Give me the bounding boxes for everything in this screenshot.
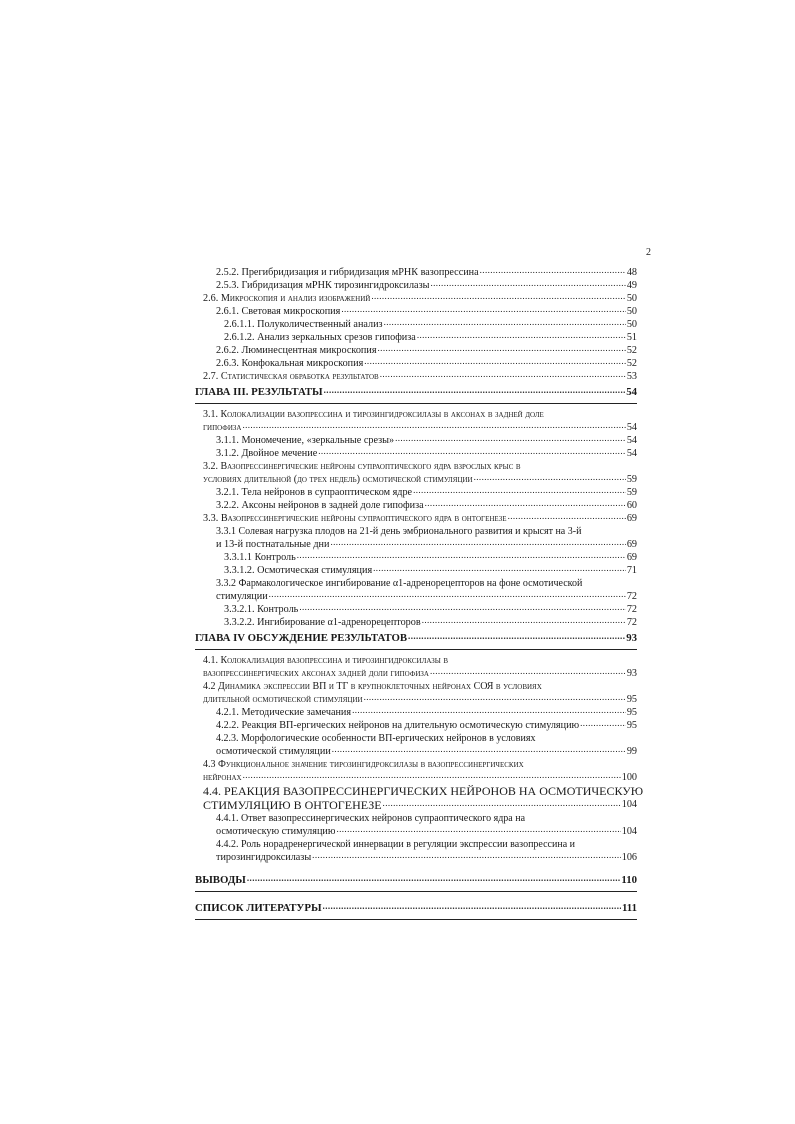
dot-leader: [323, 903, 621, 913]
dot-leader: [480, 267, 626, 277]
dot-leader: [508, 513, 626, 523]
toc-entry: 2.6. Микроскопия и анализ изображений ..... 50: [195, 292, 637, 305]
toc-entry: 3.3.1 Солевая нагрузка плодов на 21-й день эмбрионального развития и крысят на 3-й и 13-й постнатальные дни ..... 69: [195, 525, 637, 551]
dot-leader: [299, 604, 626, 614]
toc-entry: 4.2.1. Методические замечания ..... 95: [195, 706, 637, 719]
dot-leader: [352, 707, 626, 717]
toc-entry: ГЛАВА III. РЕЗУЛЬТАТЫ ..... 54: [195, 386, 637, 399]
toc-entry: 2.7. Статистическая обработка результатов ..... 53: [195, 370, 637, 383]
dot-leader: [247, 875, 620, 885]
dot-leader: [417, 332, 626, 342]
dot-leader: [425, 500, 626, 510]
toc-entry: 4.2.2. Реакция ВП-ергических нейронов на длительную осмотическую стимуляцию ..... 95: [195, 719, 637, 732]
toc-entry: 2.6.2. Люминесцентная микроскопия ..... 52: [195, 344, 637, 357]
toc-entry: 3.3.2.1. Контроль ..... 72: [195, 603, 637, 616]
dot-leader: [312, 852, 621, 862]
toc-entry: 3.2. Вазопрессинергические нейроны супраоптического ядра взрослых крыс в условиях длительной (до трех недель) осмотической стимуляции ..... 59: [195, 460, 637, 486]
toc-entry: 3.1. Колокализации вазопрессина и тирозингидроксилазы в аксонах в задней доле гипофиза ..... 54: [195, 408, 637, 434]
dot-leader: [395, 435, 626, 445]
dot-leader: [242, 422, 625, 432]
toc-entry: 3.3.1.2. Осмотическая стимуляция ..... 71: [195, 564, 637, 577]
chapter-heading: [195, 874, 637, 892]
dot-leader: [580, 720, 626, 730]
toc-entry: 2.5.3. Гибридизация мРНК тирозингидроксилазы ..... 49: [195, 279, 637, 292]
toc-entry: 4.2 Динамика экспрессии ВП и ТГ в крупноклеточных нейронах СОЯ в условиях длительной осмотической стимуляции ..... 95: [195, 680, 637, 706]
dot-leader: [378, 345, 626, 355]
toc-entry: 4.4. РЕАКЦИЯ ВАЗОПРЕССИНЕРГИЧЕСКИХ НЕЙРОНОВ НА ОСМОТИЧЕСКУЮ СТИМУЛЯЦИЮ В ОНТОГЕНЕЗЕ ..... 104: [195, 784, 637, 812]
toc-entry: 3.3. Вазопрессинергические нейроны супраоптического ядра в онтогенезе ..... 69: [195, 512, 637, 525]
dot-leader: [332, 746, 626, 756]
dot-leader: [422, 617, 626, 627]
toc-entry: ВЫВОДЫ ..... 110: [195, 874, 637, 887]
page-number: 2: [646, 247, 651, 258]
dot-leader: [324, 387, 626, 397]
toc-entry: 4.3 Функциональное значение тирозингидроксилазы в вазопрессинергических нейронах ..... 100: [195, 758, 637, 784]
toc-entry: 3.1.1. Мономечение, «зеркальные срезы» ..... 54: [195, 434, 637, 447]
dot-leader: [430, 280, 625, 290]
dot-leader: [413, 487, 626, 497]
toc-entry: 2.6.1.2. Анализ зеркальных срезов гипофиза ..... 51: [195, 331, 637, 344]
dot-leader: [474, 474, 626, 484]
toc-entry: 3.3.2 Фармакологическое ингибирование α1-адренорецепторов на фоне осмотической стимуляции ..... 72: [195, 577, 637, 603]
toc-entry: 2.6.1. Световая микроскопия ..... 50: [195, 305, 637, 318]
toc-entry: ГЛАВА IV ОБСУЖДЕНИЕ РЕЗУЛЬТАТОВ ..... 93: [195, 632, 637, 645]
toc-entry: 2.6.3. Конфокальная микроскопия ..... 52: [195, 357, 637, 370]
toc-entry: 2.5.2. Прегибридизация и гибридизация мРНК вазопрессина ..... 48: [195, 266, 637, 279]
toc-entry: 4.2.3. Морфологические особенности ВП-ергических нейронов в условиях осмотической стимуляции ..... 99: [195, 732, 637, 758]
dot-leader: [371, 293, 626, 303]
dot-leader: [384, 319, 626, 329]
chapter-heading: [195, 902, 637, 920]
table-of-contents: [195, 266, 644, 924]
dot-leader: [297, 552, 626, 562]
toc-entry: СПИСОК ЛИТЕРАТУРЫ ..... 111: [195, 902, 637, 915]
toc-entry: 3.1.2. Двойное мечение ..... 54: [195, 447, 637, 460]
dot-leader: [373, 565, 626, 575]
toc-entry: 3.3.1.1 Контроль ..... 69: [195, 551, 637, 564]
dot-leader: [383, 800, 621, 810]
dot-leader: [408, 633, 625, 643]
chapter-heading: [195, 386, 637, 404]
toc-entry: 2.6.1.1. Полуколичественный анализ ..... 50: [195, 318, 637, 331]
toc-entry: 3.2.1. Тела нейронов в супраоптическом ядре ..... 59: [195, 486, 637, 499]
dot-leader: [380, 371, 626, 381]
dot-leader: [364, 694, 626, 704]
dot-leader: [430, 668, 626, 678]
dot-leader: [243, 772, 621, 782]
dot-leader: [318, 448, 626, 458]
toc-entry: 3.2.2. Аксоны нейронов в задней доле гипофиза ..... 60: [195, 499, 637, 512]
dot-leader: [364, 358, 626, 368]
toc-entry: 4.4.2. Роль норадренергической иннервации в регуляции экспрессии вазопрессина и тирозингидроксилазы ..... 106: [195, 838, 637, 864]
dot-leader: [330, 539, 625, 549]
toc-entry: 4.1. Колокализация вазопрессина и тирозингидроксилазы в вазопрессинергических аксонах задней доли гипофиза ..... 93: [195, 654, 637, 680]
toc-entry: 3.3.2.2. Ингибирование α1-адренорецепторов ..... 72: [195, 616, 637, 629]
chapter-heading: [195, 632, 637, 650]
dot-leader: [269, 591, 626, 601]
dot-leader: [336, 826, 620, 836]
dot-leader: [341, 306, 626, 316]
toc-entry: 4.4.1. Ответ вазопрессинергических нейронов супраоптического ядра на осмотическую стимуляцию ..... 104: [195, 812, 637, 838]
